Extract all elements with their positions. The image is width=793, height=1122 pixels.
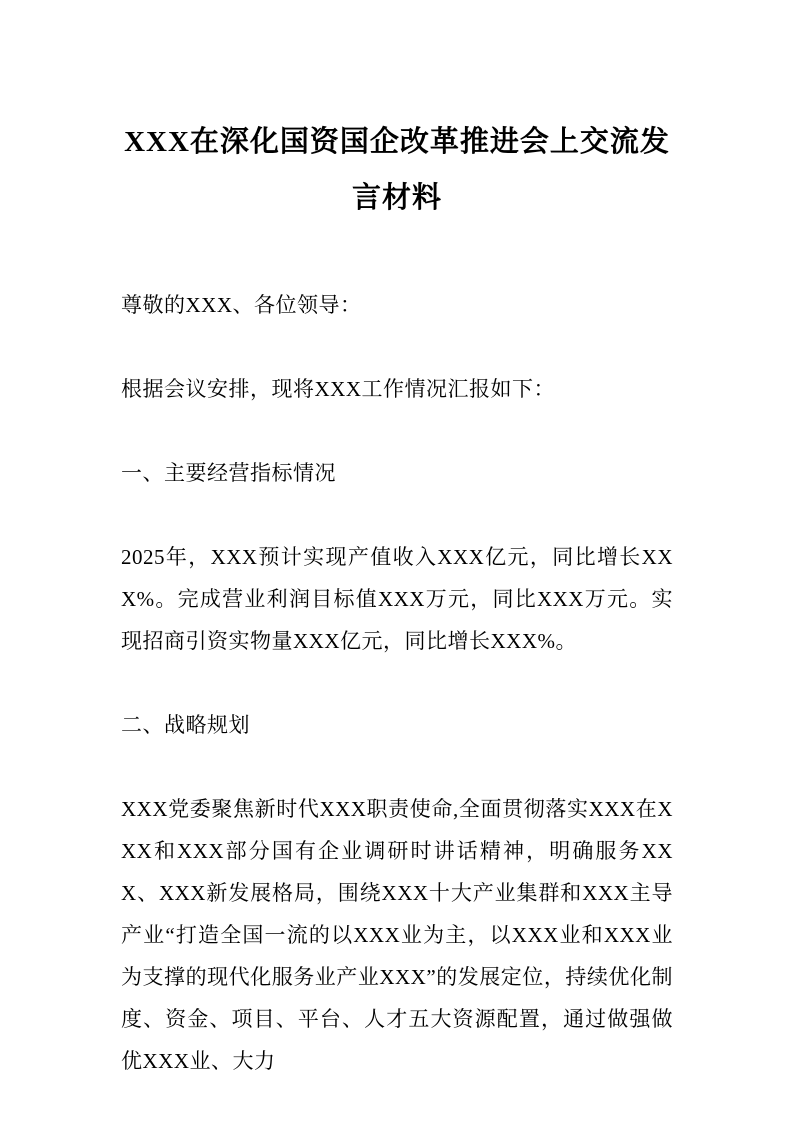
document-title: XXX在深化国资国企改革推进会上交流发言材料 bbox=[124, 126, 670, 214]
section-1-body-paragraph: 2025年，XXX预计实现产值收入XXX亿元，同比增长XXX%。完成营业利润目标值XXX万元，同比XXX万元。实现招商引资实物量XXX亿元，同比增长XXX%。 bbox=[121, 545, 673, 653]
section-heading-2: 二、战略规划 bbox=[121, 713, 250, 737]
section-2-body-paragraph: XXX党委聚焦新时代XXX职责使命,全面贯彻落实XXX在XXX和XXX部分国有企业调研时讲话精神，明确服务XXX、XXX新发展格局，围绕XXX十大产业集群和XXX主导产业“打造全国一流的以XXX业为主，以XXX业和XXX业为支撑的现代化服务业产业XXX”的发展定位，持续优化制度、资金、项目、平台、人才五大资源配置，通过做强做优XXX业、大力 bbox=[121, 797, 673, 1073]
section-heading-1: 一、主要经营指标情况 bbox=[121, 461, 336, 485]
salutation: 尊敬的XXX、各位领导： bbox=[121, 293, 362, 317]
intro-paragraph: 根据会议安排，现将XXX工作情况汇报如下： bbox=[121, 377, 555, 401]
